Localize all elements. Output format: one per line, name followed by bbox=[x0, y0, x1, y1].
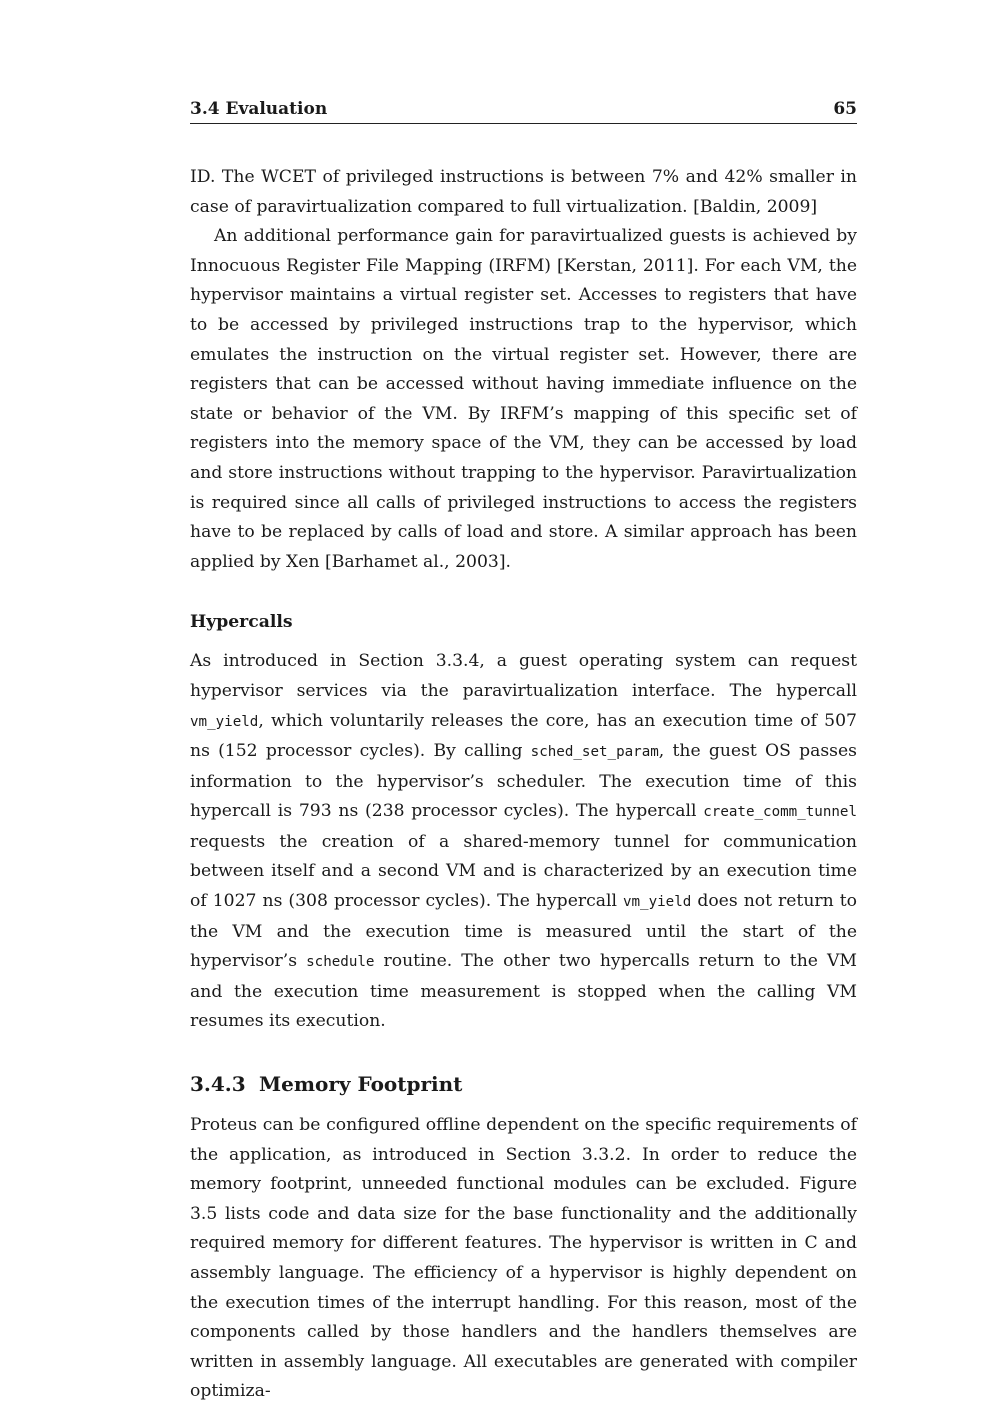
body-text bbox=[190, 163, 857, 1407]
text-span: routine. The other two hypercalls return to the VM and the execution time measurement is stopped when the calling VM resumes its execution. bbox=[190, 951, 857, 1032]
paragraph-memory-footprint: Proteus can be configured offline dependent on the specific requirements of the application, as introduced in Section 3.3.2. In order to reduce the memory footprint, unneeded functional modules can be excluded. Figure 3.5 lists code and data size for the base functionality and the additionally required memory for different features. The hypervisor is written in C and assembly language. The efficiency of a hypervisor is highly dependent on the execution times of the interrupt handling. For this reason, most of the components called by those handlers and the handlers themselves are written in assembly language. All executables are generated with compiler optimiza- bbox=[190, 1115, 857, 1402]
paragraph-wcet: ID. The WCET of privileged instructions is between 7% and 42% smaller in case of paravirtualization compared to full virtualization. [Baldin, 2009] bbox=[190, 167, 857, 217]
section-heading bbox=[190, 1070, 857, 1098]
code-schedule: schedule bbox=[306, 954, 375, 971]
text-span: requests the creation of a shared-memory tunnel for communication between itself and a second VM and is characterized by an execution time of 1027 ns (308 processor cycles). The hypercall bbox=[190, 831, 857, 912]
code-create-comm-tunnel: create_comm_tunnel bbox=[703, 804, 857, 821]
code-vm-yield: vm_yield bbox=[622, 894, 692, 911]
page-number: 65 bbox=[833, 99, 857, 119]
code-sched-set-param: sched_set_param bbox=[530, 744, 659, 761]
document-page bbox=[190, 0, 857, 1414]
hypercalls-heading: Hypercalls bbox=[190, 612, 293, 633]
code-vm-yield: vm_yield bbox=[190, 713, 259, 730]
header-section-title: 3.4 Evaluation bbox=[190, 99, 328, 119]
paragraph-irfm: An additional performance gain for paravirtualized guests is achieved by Innocuous Register File Mapping (IRFM) [Kerstan, 2011]. For each VM, the hypervisor maintains a virtual register set. Accesses to registers that have to be accessed by privileged instructions trap to the hypervisor, which emulates the instruction on the virtual register set. However, there are registers that can be accessed without having immediate influence on the state or behavior of the VM. By IRFM’s mapping of this specific set of registers into the memory space of the VM, they can be accessed by load and store instructions without trapping to the hypervisor. Paravirtualization is required since all calls of privileged instructions to access the registers have to be replaced by calls of load and store. A similar approach has been applied by Xen [Barhamet al., 2003]. bbox=[190, 226, 857, 572]
text-span: , which voluntarily releases the core, has an execution time of 507 ns (152 processor cycles). By calling bbox=[190, 710, 857, 762]
text-span: , the guest OS passes information to the hypervisor’s scheduler. The execution time of this hypercall is 793 ns (238 processor cycles). The hypercall bbox=[190, 741, 857, 822]
text-span: does not return to the VM and the execution time is measured until the start of the hypervisor’s bbox=[190, 891, 857, 972]
running-header bbox=[190, 99, 857, 124]
section-title: Memory Footprint bbox=[259, 1072, 463, 1097]
paragraph-hypercalls bbox=[190, 647, 857, 1037]
text-span: As introduced in Section 3.3.4, a guest operating system can request hypervisor services via the paravirtualization interface. The hypercall bbox=[190, 651, 857, 701]
section-number: 3.4.3 bbox=[190, 1072, 246, 1097]
